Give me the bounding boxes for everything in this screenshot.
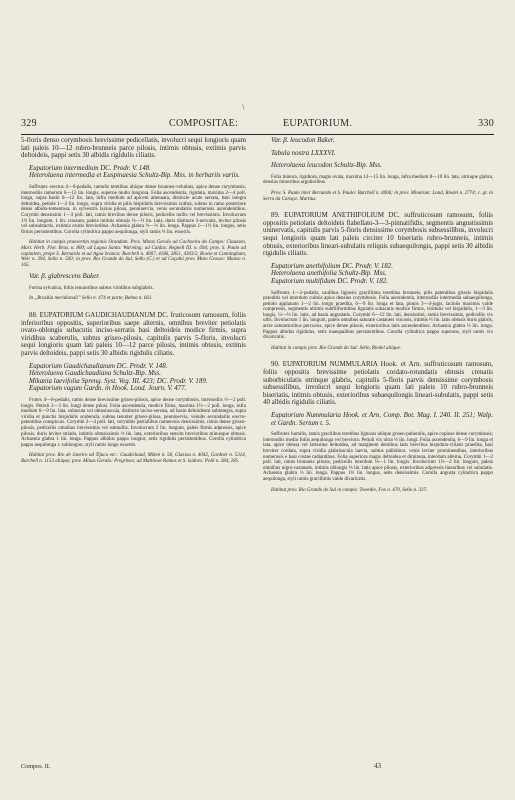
variety-heading: Var. β. glabrescens Baker. (29, 273, 100, 281)
running-header (21, 118, 494, 132)
synonym-citation: Eupatorium Nummularia Hook. et Arn. Comp. Bot. Mag. I. 240. II. 251; Walp. et Gardn. Sertum t. 5. (271, 412, 493, 427)
synonym-citation: Heterolaena Gaudichaudiana Schultz-Bip. Mss. (29, 370, 161, 378)
left-column (21, 137, 246, 762)
synonym-citation: Eupatorium Gaudichaudianum DC. Prodr. V. 148. (29, 362, 168, 370)
habitat-note: Habitat prov. Rio Grande do Sul in campis: Tweedie, Fox n. 470, Sello n. 337. (271, 487, 428, 493)
synonym-citation: Mikania laevifolia Spreng. Syst. Veg. III. 423; DC. Prodr. V. 189. (29, 377, 208, 385)
left-running-title: COMPOSITAE: (169, 118, 239, 129)
variety-description: Folia minora, rigidiora, magis ovata, maxima 12—15 lin. longa, infra medium 8—10 lin. lata, utrinque glabra, densius minoribus argutioribus. (263, 174, 493, 186)
habitat-note: Habitat in campis prov. Rio Grande do Sul: Sello, Riedel aliique. (271, 345, 402, 351)
synonym-citation: Eupatorium multifidum DC. Prodr. V. 182. (271, 277, 388, 285)
species-heading-89: 89. EUPATORIUM ANETHIFOLIUM DC. suffruticosum ramosum, foliis oppositis petiolatis deltoideis flabellato-3—3-pinnatifidis, segmentis angustissimis uninervatis, capitulis parvis 5-floris densissime corymbosis subsessilibus, involucri sequi longioris quam lati paleis circiter 10 biseriatis rubro-brunneis, intimis obtusis, exterioribus lineari-subulatis reliquis subaequilongis, pappi setis 30 albidis rigidulis ciliatis. (263, 212, 493, 258)
variety-description: Forma sylvatica, foliis tenuioribus subtus viridibus subglabris. (29, 285, 154, 291)
habitat-note: Prov. S. Paulo inter Bernardo et S. Paulo: Burchell n. 4006; in prov. Minarum: Lund, Riedel n. 2774; c. gr. in Serra da Caraça: Martius. (263, 190, 493, 202)
synonym-citation: Heterolaena anethifolia Schultz-Bip. Mss. (271, 270, 387, 278)
species-heading-90: 90. EUPATORIUM NUMMULARIA Hook. et Arn. suffruticosum ramosum, foliis oppositis brevissime petiolatis cordato-rotundatis obtusis crenatis suborbiculatis utrinque glabris, capitulis 5-floris parvis densissime corymbosis subsessilibus, involucri sequi longioris quam lati paleis 10 rubro-brunneis biseriatis, intimis obtusis, exterioribus subaequilongis lineari-subulatis, pappi setis 40 albidis rigidulis ciliatis. (263, 361, 493, 407)
signature-label: Compos. II. (21, 763, 51, 770)
printer-signature-number: 43 (374, 762, 381, 770)
right-page-number: 330 (478, 118, 494, 129)
right-running-title: EUPATORIUM. (283, 118, 353, 129)
synonym-citation: Heterolaena leucodon Schultz-Bip. Mss. (271, 162, 382, 170)
variety-habitat: In „Brasilia meridionali” Sello n. 474 et parte, Bahea n. 661. (29, 296, 153, 302)
species-heading-88: 88. EUPATORIUM GAUDICHAUDIANUM DC. fruticosum ramosum, foliis inferioribus oppositis, superioribus saepe alternis, omnibus breviter petiolatis ovato-oblongis subacutis inciso-serratis basi deltoideis modice firmis, supra viridibus scaberulis, subtus griseo-pilosis, capitulis parvis 5-floris, involucri sequi longioris quam lati paleis 10—12 parce pilosis, intimis obtusis, extimis parvis deltoideis, pappi setis 30 albidis rigidulis ciliatis. (21, 312, 246, 358)
variety-heading: Var. β. leucodon Baker. (271, 137, 335, 144)
habitat-note: Habitat in campis praesertim regionis Orandum. Prov. Minas Geraës ad Cachoeira do Campo: Claussen, Mart. Herb. Flor. Bras. n. 800; ad Lagoa Santa: Warming; ad Caldas: Regnell III. n. 694; prov. S. Paulo ad capitalem, prope S. Bernardo et ad Agoa branca: Burchell n. 4067, 4186, 3851, 4303/2, Bowie et Cunningham, Weir n. 394, Sello n. 560; in prov. Rio Grande do Sul, Sello (C.) et ad Caçuhú prov. Mato Grosso: Manso n. 165. (21, 240, 246, 268)
species-description: Suffrutex erectus 4—6-pedalis, ramulis teretibus ubique dense brunneo-velutinis, apice dense corymbosis; internodiis ramorum 6—12 lin. longis, superne multo longiora. Folia ascendentia, rigidula, maxima 2—4 poll. longa, supra basin 6—12 lin. lata, infra medium ad apicem attenuata, distincte acute serrata, basi integra deltoidea, petiole 1—2 lin. longo, supra viridia et pilis hispidulis brevissimis scabra, subtus in ramo posteriore dense albido-tomentosa, in sylvestris laxius pilosa, penninervia, venis secundariis numerosis ascendentibus. Corymbi densissimi 1—3 poll. lati, ramis brevibus dense pilosis, pedicellis nullis vel brevissimis. Involucrum 1½ lin. longum, 1 lin. crassum, paleis intimis obtusis ⅓—½ lin. latis, duris distincte 3-nervatis, leviter pilosis vel subsubtactis, extimis ovatis brevioribus. Achaenia glabra ½—⅔ lin. longa. Pappus 1—1½ lin. longus, setis firmis persistentibus. Corolla cylindrica pappo aequilonga, styli ramis ⅓ lin. exsertis. (21, 184, 246, 235)
species-description: Frutex 4—8-pedalis, ramis dense brevissime griseo-pilosis, apice dense corymbosis, internodiis ½—2 poll. longis. Petioli 2—3 lin. longi dense pilosi. Folia ascendentia, modice firma, maxima 1½—2 poll. longa, infra medium 6—9 lin. lata, subacuta vel obtusiuscula, distincte inciso-serrata, ad basin deltoideum subintegra, supra viridia et punctis hispidulis scaberula, subtus tenuiter griseo-pilosa, penninervia, venulis secundariis erecto-patentibus conspicuis. Corymbi 2—4 poll. lati, corymbis partialibus numerosis densissimis, ramis dense griseo-pilosis, pedicellis omnibus brevissimis vel subnullis. Involucrum 2 lin. longum, paleis firmis adpressis, apice pilosis, duris leviter striatis, intimis obtusissimis ⅓ lin. lata, exterioribus sensim brevioribus minusque obtusis. Achaenia glabra 1 lin. longa. Pappus albidus pappo longior, setis rigidulis persistentibus. Corolla cylindrica pappo aequilonga r. sublongior, styli ramis longe exsertis. (21, 398, 246, 448)
synonym-citation: Eupatorium intermedium DC. Prodr. V. 148. (29, 164, 151, 172)
species-diagnosis: 5-floris denso corymbosis brevissime pedicellatis, involucri sequi longioris quam lati paleis 10—12 rubro-brunneis parce pilosis, intimis obtusis, extimis parvis deltoideis, pappi setis 30 albidis rigidulis ciliatis. (21, 137, 246, 160)
species-description: Suffrutex humilis, ramis gracilibus teretibus lignosis ubique griseo-puberulis, apice copiose dense corymbosis; internodiis medio foliis aequilonga vel breviora. Petioli vix ultra ⅓ lin. longi. Folia ascendentia, 6—9 lin. longa et lata, apice obtusa vel latissime deltoidea, ad marginem dentibus latis brevibus hispidulo-ciliatis praedita, basi breviter cordata, supra viridia glabriuscula laevia, subtus pallidiora, venis leviter prominentibus, interioribus numerosis e basi costae radiantibus. Folia superiora magis deltoidea et diminuta, interdum alterna. Corymbi 1—2 poll. lati, ramis brunneis pilosis, pedicellis interdum ⅛—1 lin. longis. Involucrum 1⅓—2 lin. longum, paleis omnibus nigro-castaneis, intimis oblongis ⅓ lin. latis apice pilosis, exterioribus adpressis linearibus vel subulatis. Achaenia glabra ⅔ lin. longa. Pappus 1⅓ lin. longus, setis densissimis. Corolla angusta cylindrica pappo aequilonga, styli ramis gracillimis valde divaricatis. (263, 432, 493, 482)
top-mark: \ (242, 102, 245, 112)
synonym-citation: Eupatorium vagum Gardn. in Hook. Lond. Journ. V. 477. (29, 385, 187, 393)
plate-reference: Tabula nostra LXXXVI. (271, 149, 336, 157)
right-column (263, 137, 493, 762)
species-description: Suffrutex 1—2-pedalis, caulibus lignosis gracillimis teretibus brunneis, pilis patentibus griseis hispidulis praeditis vel interdum culmis apice densius corymbosis. Folia ascendentia, internodiis intermedia subaequilonga, petiolo applanato 1—2 lin. longo praedita, 6—9 lin. longa et lata, pinnis 3—4-jugis, laciniis maximis valde compressis, segmentis ultimis subfiliformibus ligulatis subacutis modice firmis, viridulis vel hispidulis, 1—3 lin. longis, ¼—⅓ lin. latis, ad basin angustatis. Corymbi 6—12 lin. lati, densissimi, ramis brevissimis, pedicellis vix ullis. Involucrum 1 lin. longum, paleis omnibus saturate castaneis viscosis, intimis ⅓ lin. latis obtusis duris glabris, arcte saturatioribus percursis, apice dense pilosis, exterioribus latis ascendentibus. Achaenia glabra ⅓ lin. longa. Pappus albidus rigidulus, setis inaequalibus persistentibus. Corolla cylindrica pappo superans, styli ramis vix divaricatis. (263, 290, 493, 341)
synonym-citation: Heterolaena intermedia et Euspinaesia Schultz-Bip. Mss. in herbariis variis. (29, 172, 240, 180)
left-page-number: 329 (21, 118, 37, 129)
header-rule (21, 134, 494, 135)
synonym-citation: Eupatorium anethifolium DC. Prodr. V. 182. (271, 262, 393, 270)
habitat-note: Habitat prov. Rio de Janeiro ad Tijuca etc.: Gaudichaud, Miken n. 58, Glaziou n. 4042, Gardner n. 5314, Burchell n. 1153 aliique; prov. Minas Geraës: Pregrines; ad Mattlowe Ramos et S. Isidoro: Pohl n. 284, 285. (21, 453, 246, 464)
